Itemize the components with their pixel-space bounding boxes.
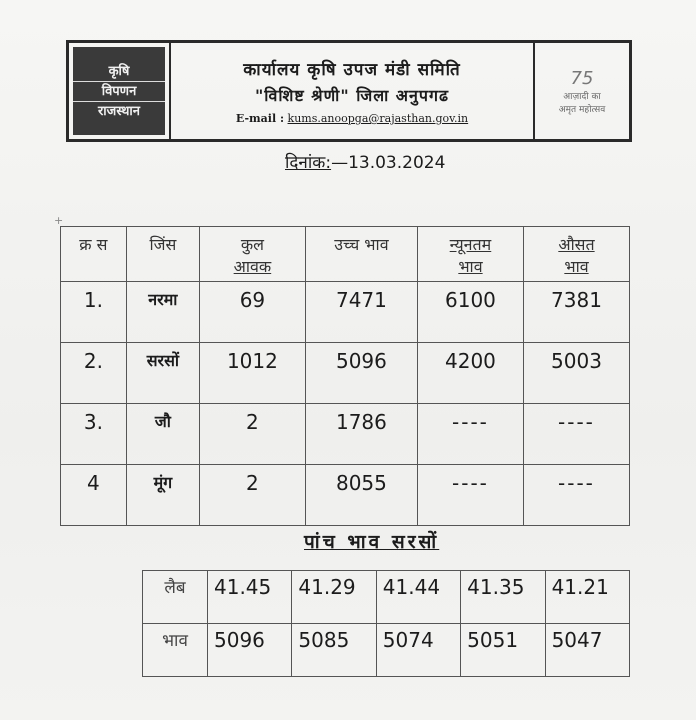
letterhead [66,40,632,142]
price-row [143,624,630,677]
office-category: "विशिष्ट श्रेणी" जिला अनुपगढ [254,86,450,105]
table-row [61,282,630,343]
logo-line-3: राजस्थान [97,103,141,119]
azadi-amrit-mahotsav-logo [535,43,629,139]
header-max-price: उच्च भाव [305,227,417,282]
cell-min: 6100 [417,282,523,343]
cell-commodity: सरसों [126,343,199,404]
cell-avg: 5003 [523,343,629,404]
lab-row [143,571,630,624]
cell-max: 7471 [305,282,417,343]
cell-avg: 7381 [523,282,629,343]
table-row [61,404,630,465]
cell-min: ---- [417,404,523,465]
header-min-price: न्यूनतम भाव [417,227,523,282]
lab-value: 41.21 [545,571,629,624]
email-label: E-mail : [235,112,285,125]
cell-serial: 3. [61,404,127,465]
cell-serial: 4 [61,465,127,526]
table-header-row [61,227,630,282]
price-value: 5074 [376,624,460,677]
logo-line-1: कृषि [108,63,130,79]
date-label: दिनांक: [285,153,332,173]
header-commodity: जिंस [126,227,199,282]
date-value: —13.03.2024 [331,153,446,173]
lab-value: 41.45 [208,571,292,624]
lab-label: लैब [143,571,208,624]
logo-line-2: विपणन [101,83,137,99]
cell-max: 5096 [305,343,417,404]
price-value: 5051 [461,624,545,677]
table-row [61,343,630,404]
logo-number: 75 [570,67,594,89]
mandi-rates-table [60,226,630,526]
cell-commodity: नरमा [126,282,199,343]
price-value: 5047 [545,624,629,677]
date-line [285,150,445,173]
cell-commodity: मूंग [126,465,199,526]
cell-min: 4200 [417,343,523,404]
cell-avg: ---- [523,465,629,526]
table-row [61,465,630,526]
header-avg-price: औसत भाव [523,227,629,282]
cell-arrival: 69 [199,282,305,343]
table-move-handle-icon[interactable]: + [54,214,64,227]
price-label: भाव [143,624,208,677]
letterhead-title [171,43,535,139]
cell-avg: ---- [523,404,629,465]
email-address: kums.anoopga@rajasthan.gov.in [287,112,469,125]
mustard-rates-subtitle: पांच भाव सरसों [304,531,440,553]
header-total-arrival: कुल आवक [199,227,305,282]
email-line [236,112,468,125]
cell-commodity: जौ [126,404,199,465]
header-serial: क्र स [61,227,127,282]
price-value: 5085 [292,624,376,677]
cell-max: 8055 [305,465,417,526]
cell-arrival: 1012 [199,343,305,404]
lab-value: 41.35 [461,571,545,624]
cell-max: 1786 [305,404,417,465]
price-value: 5096 [208,624,292,677]
office-name: कार्यालय कृषि उपज मंडी समिति [243,60,461,80]
cell-min: ---- [417,465,523,526]
mustard-lab-rates-table [142,570,630,677]
krishi-vipnan-logo [69,43,171,139]
lab-value: 41.29 [292,571,376,624]
logo-text-2: अमृत महोत्सव [558,104,606,115]
cell-serial: 1. [61,282,127,343]
cell-serial: 2. [61,343,127,404]
cell-arrival: 2 [199,465,305,526]
cell-arrival: 2 [199,404,305,465]
logo-text-1: आज़ादी का [563,91,601,102]
lab-value: 41.44 [376,571,460,624]
